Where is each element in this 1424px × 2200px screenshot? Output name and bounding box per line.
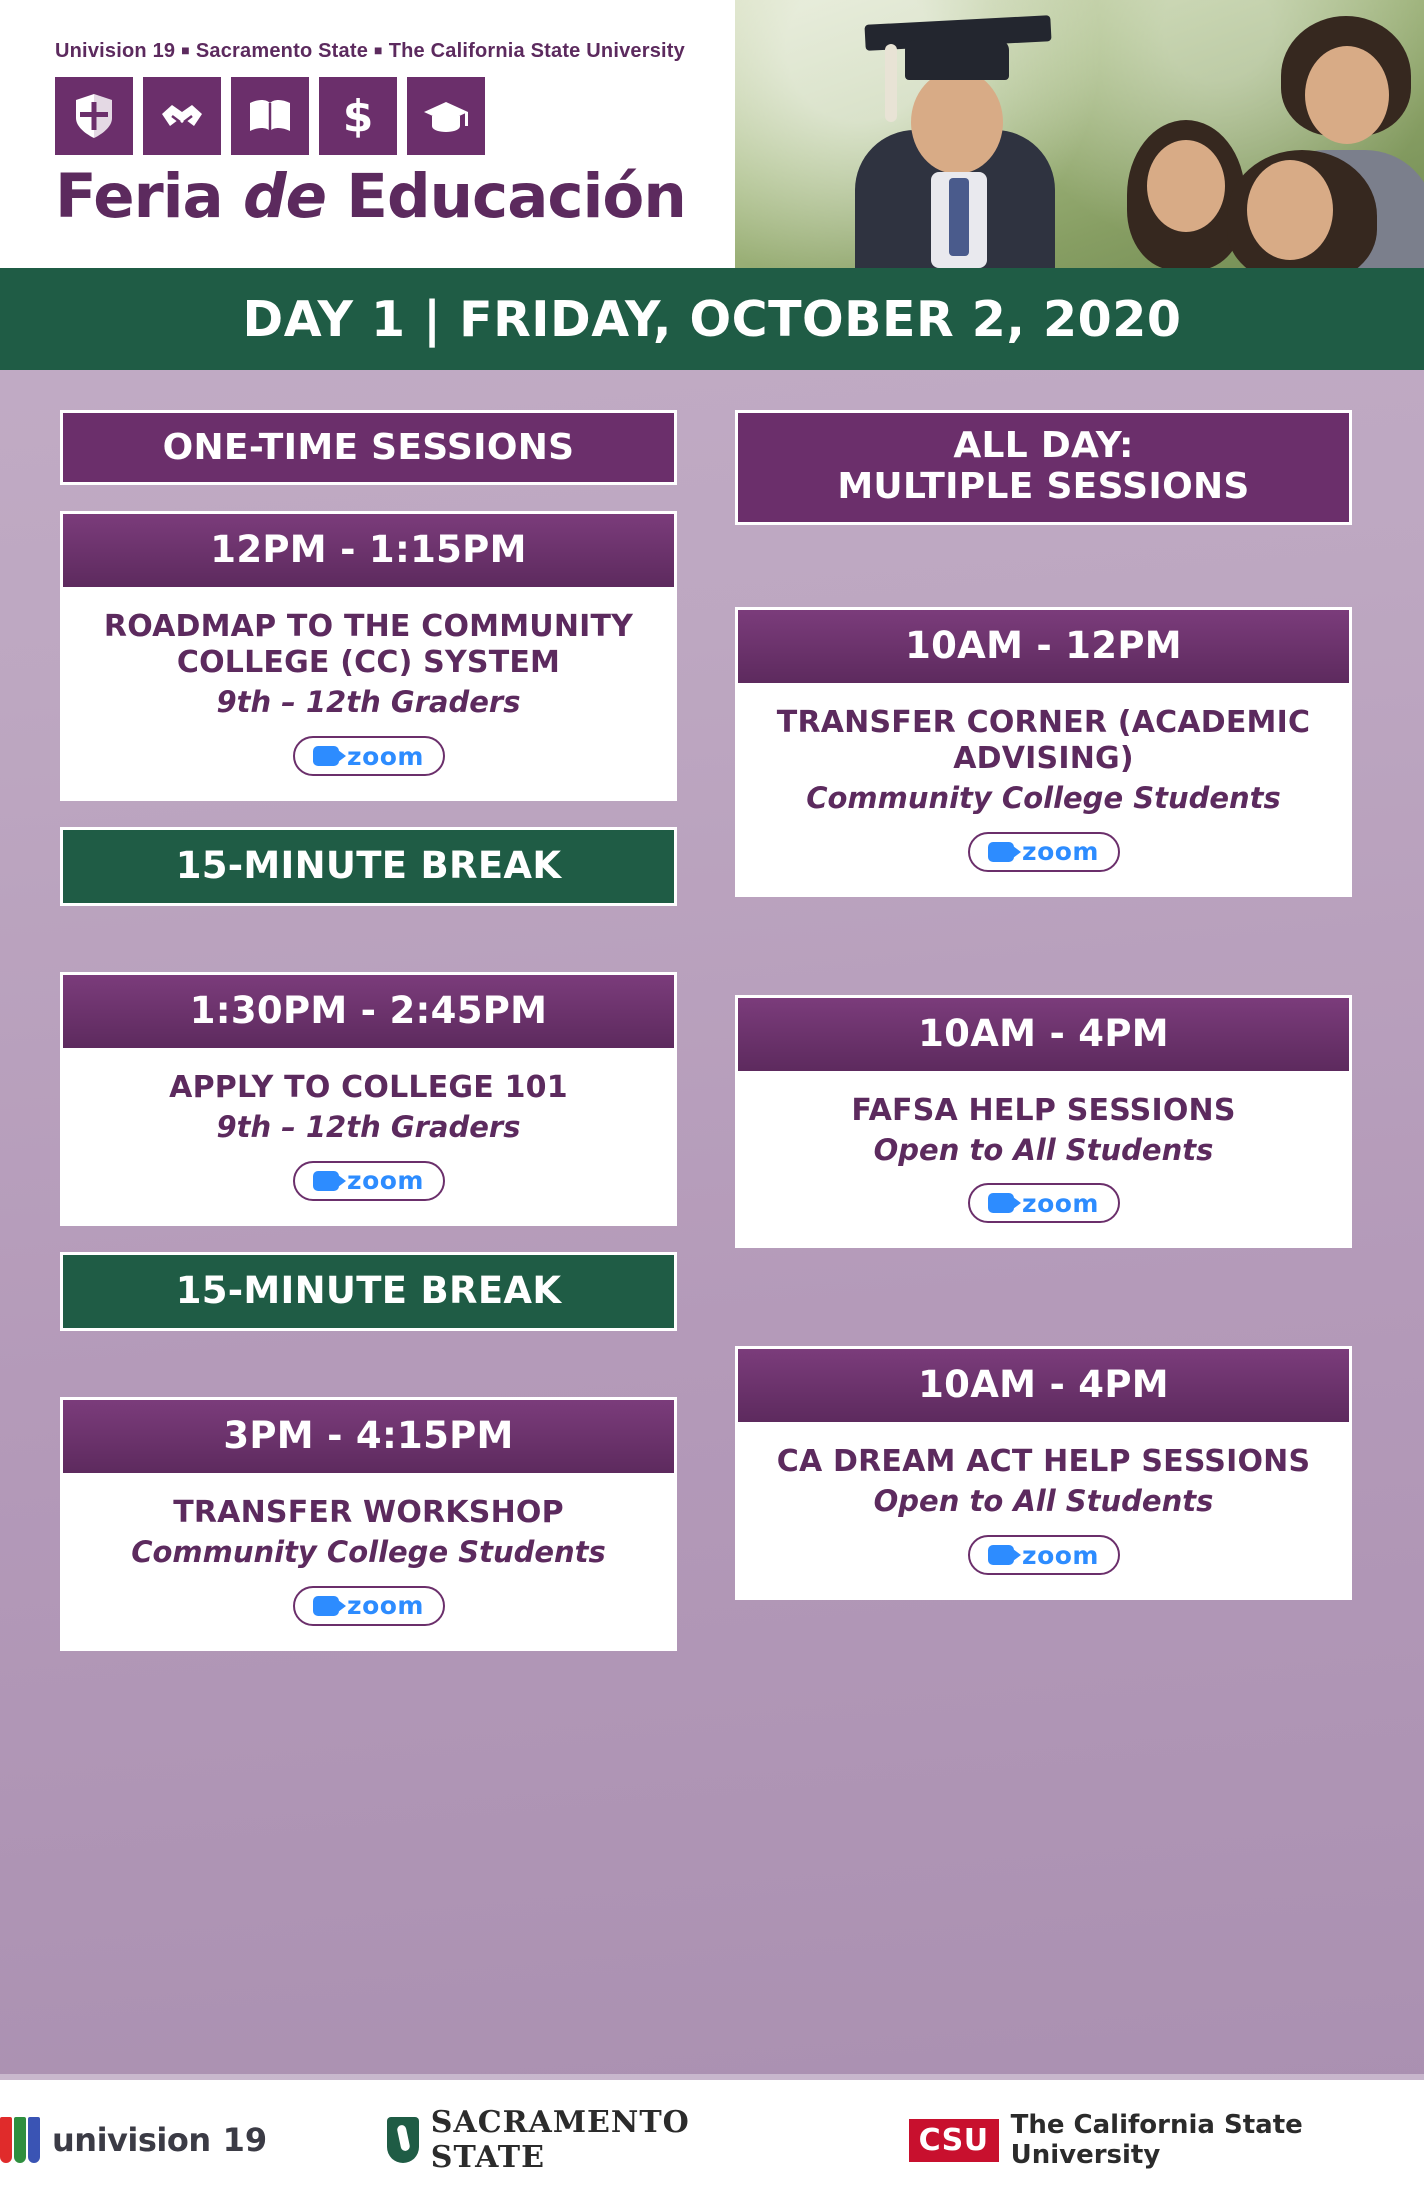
column-heading-one-time: ONE-TIME SESSIONS [60,410,677,485]
photo-grad-cap-crown [905,40,1009,80]
zoom-camera-icon [313,1596,339,1616]
brand-icon-row [55,77,735,155]
brand-title-word1: Feria [55,161,223,232]
photo-figure3-face [1305,46,1389,144]
zoom-camera-icon [313,1171,339,1191]
session-audience: Open to All Students [873,1484,1214,1519]
bullet-separator-icon: ■ [181,42,190,58]
univision-wordmark: univision [52,2121,211,2159]
schedule-grid [0,370,1424,1651]
column-one-time-sessions [60,410,677,1651]
photo-figure-tie [949,178,969,256]
zoom-badge-wrap [756,1183,1331,1223]
session-body [738,683,1349,894]
zoom-badge-wrap [81,736,656,776]
univision-mark-icon [0,2117,40,2163]
session-time: 10AM - 4PM [738,998,1349,1071]
photo-figure2-face [1147,140,1225,232]
partner-sacstate: Sacramento State [195,40,369,62]
column-heading-all-day-line2: MULTIPLE SESSIONS [837,466,1250,508]
layout-spacer [60,1331,677,1371]
session-title: ROADMAP TO THE COMMUNITY COLLEGE (CC) SYSTEM [103,609,634,681]
day-banner-text: DAY 1 | FRIDAY, OCTOBER 2, 2020 [242,290,1182,348]
photo-tassel [885,44,897,122]
brand-title-word2: Educación [346,161,686,232]
zoom-link-button[interactable] [968,1535,1120,1575]
zoom-link-button[interactable] [293,736,445,776]
session-audience: Community College Students [806,780,1281,815]
handshake-icon [143,77,221,155]
session-time: 3PM - 4:15PM [63,1400,674,1473]
break-banner: 15-MINUTE BREAK [60,827,677,906]
session-audience: 9th – 12th Graders [216,685,521,720]
csu-wordmark: The California State University [1010,2110,1303,2170]
svg-text:$: $ [342,93,374,139]
csu-logo [909,2110,1424,2170]
brand-title-de: de [242,161,327,232]
column-heading-all-day [735,410,1352,525]
layout-spacer [735,525,1352,581]
sacstate-shield-icon [387,2117,419,2163]
csu-mark-icon: CSU [909,2119,999,2162]
graduates-photo [735,0,1424,268]
shield-icon [55,77,133,155]
univision-logo [0,2117,267,2163]
session-body [63,1473,674,1648]
session-card[interactable] [60,1397,677,1651]
zoom-badge-wrap [756,1535,1331,1575]
bullet-separator-icon: ■ [374,42,383,58]
zoom-link-button[interactable] [968,832,1120,872]
sacramento-state-logo [387,2105,788,2175]
session-time: 12PM - 1:15PM [63,514,674,587]
column-all-day-sessions [735,410,1352,1651]
session-body [738,1422,1349,1597]
session-time: 1:30PM - 2:45PM [63,975,674,1048]
session-card[interactable] [735,607,1352,897]
column-heading-all-day-line1: ALL DAY: [953,425,1134,466]
zoom-camera-icon [988,842,1014,862]
zoom-camera-icon [988,1193,1014,1213]
session-card[interactable] [60,511,677,801]
zoom-link-button[interactable] [293,1586,445,1626]
session-card[interactable] [735,995,1352,1249]
zoom-label: zoom [1022,1188,1099,1218]
zoom-badge-wrap [81,1586,656,1626]
session-body [63,587,674,798]
session-time: 10AM - 4PM [738,1349,1349,1422]
session-body [738,1071,1349,1246]
session-audience: 9th – 12th Graders [216,1110,521,1145]
session-title: CA DREAM ACT HELP SESSIONS [776,1444,1311,1480]
session-title: FAFSA HELP SESSIONS [851,1092,1236,1128]
partner-univision: Univision 19 [55,40,176,62]
zoom-camera-icon [313,746,339,766]
zoom-badge-wrap [756,832,1331,872]
zoom-label: zoom [347,741,424,771]
layout-spacer [735,897,1352,969]
layout-spacer [735,1248,1352,1320]
layout-spacer [60,906,677,946]
photo-figure4-face [1247,160,1333,260]
partner-csu: The California State University [388,40,685,62]
session-body [63,1048,674,1223]
zoom-label: zoom [347,1166,424,1196]
zoom-label: zoom [1022,837,1099,867]
session-audience: Community College Students [131,1534,606,1569]
break-banner: 15-MINUTE BREAK [60,1252,677,1331]
zoom-label: zoom [1022,1540,1099,1570]
photo-figure-face [911,70,1003,174]
brand-logo-block [0,0,735,268]
session-title: TRANSFER WORKSHOP [173,1494,564,1530]
flyer-header [0,0,1424,268]
session-title: TRANSFER CORNER (ACADEMIC ADVISING) [776,704,1311,776]
day-banner [0,268,1424,370]
zoom-label: zoom [347,1591,424,1621]
sacstate-wordmark: SACRAMENTO STATE [430,2105,690,2175]
session-time: 10AM - 12PM [738,610,1349,683]
brand-partners-line [55,40,735,63]
sponsor-footer [0,2080,1424,2200]
zoom-badge-wrap [81,1161,656,1201]
brand-title [55,161,735,232]
session-audience: Open to All Students [873,1132,1214,1167]
zoom-link-button[interactable] [968,1183,1120,1223]
zoom-camera-icon [988,1545,1014,1565]
zoom-link-button[interactable] [293,1161,445,1201]
univision-channel-number: 19 [222,2121,268,2159]
graduation-cap-icon [407,77,485,155]
open-book-icon [231,77,309,155]
session-card[interactable] [60,972,677,1226]
session-title: APPLY TO COLLEGE 101 [169,1070,568,1106]
dollar-sign-icon [319,77,397,155]
session-card[interactable] [735,1346,1352,1600]
